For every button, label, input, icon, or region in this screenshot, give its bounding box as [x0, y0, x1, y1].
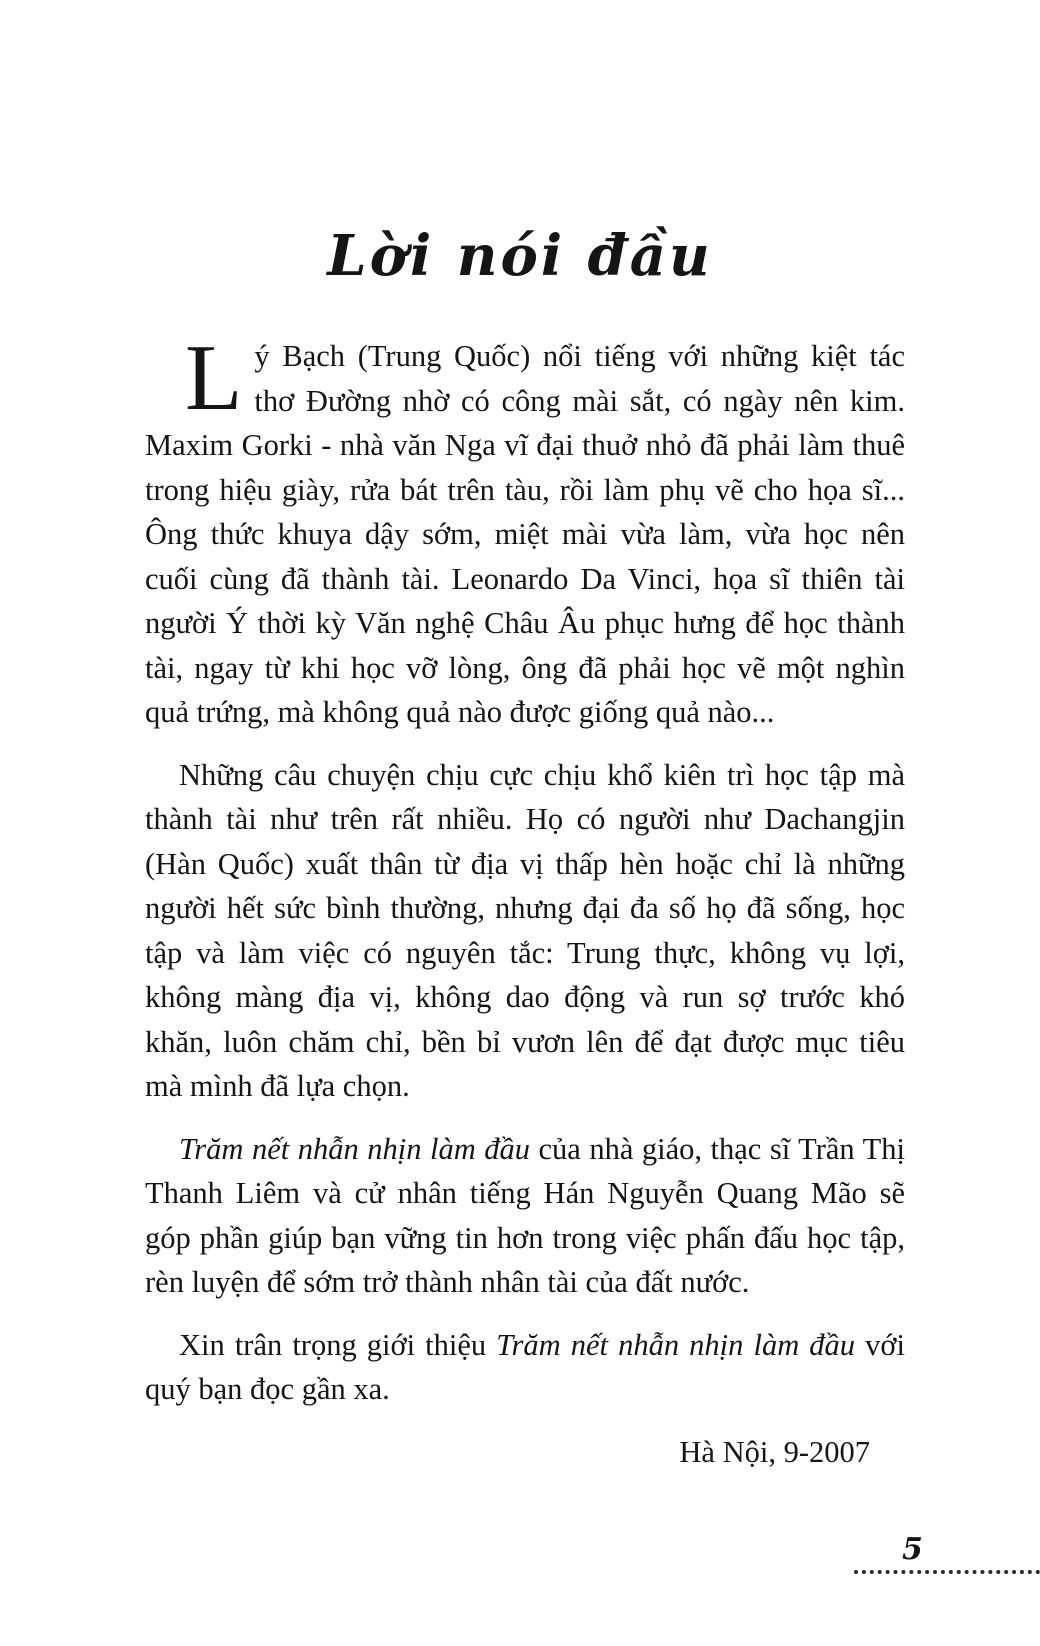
- paragraph-2: [145, 753, 905, 1109]
- paragraph-1: [145, 326, 905, 735]
- paragraph-4-lead: Xin trân trọng giới thiệu: [179, 1327, 497, 1362]
- dotted-divider: [854, 1568, 1040, 1574]
- paragraph-4: [145, 1323, 905, 1412]
- paragraph-2-text: Những câu chuyện chịu cực chịu khổ kiên trì học tập mà thành tài như trên rất nhiều. Họ có người như Dachangjin (Hàn Quốc) xuất thân từ địa vị thấp hèn hoặc chỉ là những người hết sức bình thường, nhưng đại đa số họ đã sống, học tập và làm việc có nguyên tắc: Trung thực, không vụ lợi, không màng địa vị, không dao động và run sợ trước khó khăn, luôn chăm chỉ, bền bỉ vươn lên để đạt được mục tiêu mà mình đã lựa chọn.: [145, 757, 905, 1103]
- dateline: Hà Nội, 9-2007: [679, 1434, 870, 1469]
- page-number: 5: [902, 1532, 923, 1567]
- paragraph-4-rest: với quý bạn đọc gần xa.: [145, 1327, 905, 1406]
- text-column: [145, 326, 905, 1474]
- page-title: Lời nói đầu: [327, 223, 713, 289]
- drop-cap: L: [185, 326, 243, 430]
- paragraph-3: [145, 1127, 905, 1305]
- paragraph-3-text: của nhà giáo, thạc sĩ Trần Thị Thanh Liêm và cử nhân tiếng Hán Nguyễn Quang Mão sẽ góp phần giúp bạn vững tin hơn trong việc phấn đấu học tập, rèn luyện để sớm trở thành nhân tài của đất nước.: [145, 1131, 905, 1299]
- paragraph-1-text: ý Bạch (Trung Quốc) nổi tiếng với những kiệt tác thơ Đường nhờ có công mài sắt, có ngày nên kim. Maxim Gorki - nhà văn Nga vĩ đại thuở nhỏ đã phải làm thuê trong hiệu giày, rửa bát trên tàu, rồi làm phụ vẽ cho họa sĩ... Ông thức khuya dậy sớm, miệt mài vừa làm, vừa học nên cuối cùng đã thành tài. Leonardo Da Vinci, họa sĩ thiên tài người Ý thời kỳ Văn nghệ Châu Âu phục hưng để học thành tài, ngay từ khi học vỡ lòng, ông đã phải học vẽ một nghìn quả trứng, mà không quả nào được giống quả nào...: [145, 339, 905, 729]
- book-title-italic-2: Trăm nết nhẫn nhịn làm đầu: [496, 1327, 856, 1362]
- page-footer: [854, 1532, 1040, 1574]
- book-title-italic: Trăm nết nhẫn nhịn làm đầu: [179, 1131, 530, 1166]
